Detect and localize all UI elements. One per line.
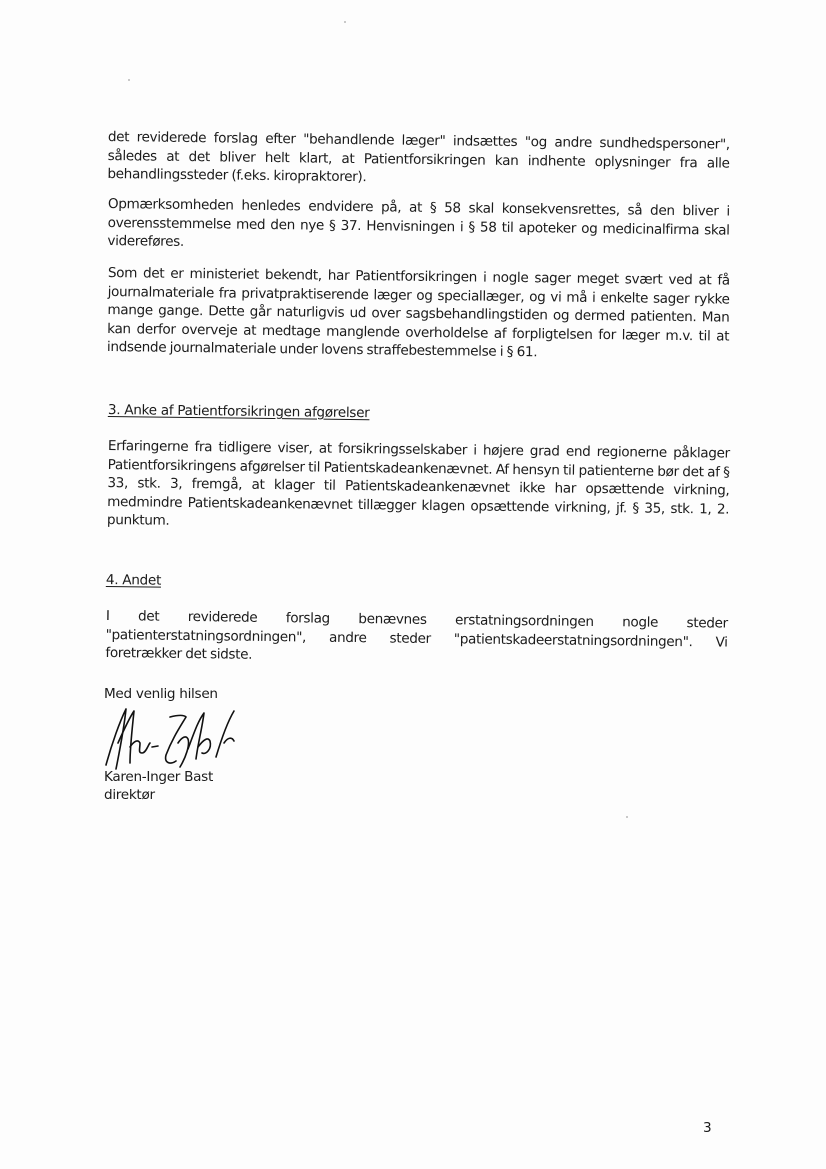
paragraph-paragraph-58: Opmærksomheden henledes endvidere på, at § 58 skal konsekvensrettes, så den bliver i overensstemmelse med den nye § 37. Henvisningen i § 58 til apoteker og medicinalfirma skal videreføres. xyxy=(107,195,730,250)
scan-speck xyxy=(626,816,628,818)
closing-greeting: Med venlig hilsen xyxy=(104,686,218,702)
signatory-title: direktør xyxy=(104,787,155,803)
scan-speck xyxy=(344,21,346,23)
section-4-heading: 4. Andet xyxy=(105,572,162,589)
section-3-heading: 3. Anke af Patientforsikringen afgørelser xyxy=(107,402,370,422)
scan-speck xyxy=(128,79,130,81)
signatory-name: Karen-Inger Bast xyxy=(104,769,213,785)
handwritten-signature xyxy=(100,703,250,775)
page-number: 3 xyxy=(703,1120,712,1136)
section-3-paragraph: Erfaringerne fra tidligere viser, at forsikringsselskaber i højere grad end regionerne påklager Patientforsikringens afgørelser til Patientskadeankenævnet. Af hensyn til patienterne bør det af § 33, stk. 3, fremgå, at klager til Patientskadeankenævnet ikke har opsættende virkning, medmindre Patientskadeankenævnet tillægger klagen opsættende virkning, jf. § 35, stk. 1, 2. punktum. xyxy=(106,437,730,529)
paragraph-behandlende-laeger: det reviderede forslag efter "behandlende læger" indsættes "og andre sundhedspersoner", således at det bliver helt klart, at Patientforsikringen kan indhente oplysninger fra alle behandlingssteder (f.eks. kiropraktorer). xyxy=(107,128,730,186)
paragraph-journalmateriale: Som det er ministeriet bekendt, har Patientforsikringen i nogle sager meget svært ved at få journalmateriale fra privatpraktiserende læger og speciallæger, og vi må i enkelte sager rykke mange gange. Dette går naturligvis ud over sagsbehandlingstiden og dermed patienten. Man kan derfor overveje at medtage manglende overholdelse af forpligtelsen for læger m.v. til at indsende journalmateriale under lovens straffebestemmelse i § 61. xyxy=(106,264,730,361)
section-4-paragraph: I det reviderede forslag benævnes erstatningsordningen nogle steder "patienterstatningsordningen", andre steder "patientskadeerstatningsordningen". Vi foretrækker det sidste. xyxy=(105,607,728,663)
